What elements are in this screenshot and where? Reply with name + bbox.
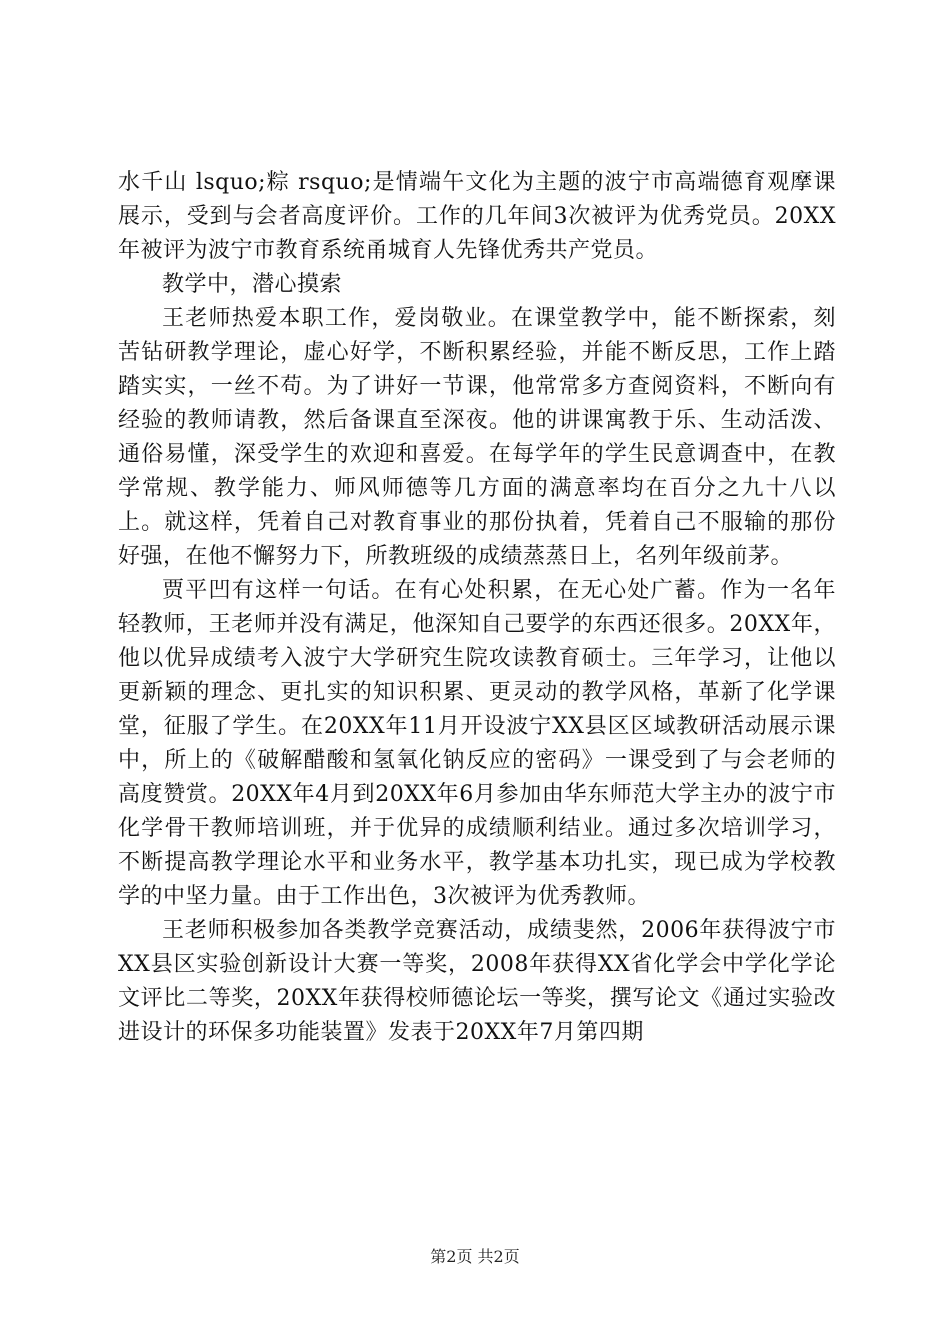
paragraph-3: 贾平凹有这样一句话。在有心处积累，在无心处广蓄。作为一名年轻教师，王老师并没有满足，他深知自己要学的东西还很多。20XX年，他以优异成绩考入波宁大学研究生院攻读教育硕士。三年学习，让他以更新颖的理念、更扎实的知识积累、更灵动的教学风格，革新了化学课堂，征服了学生。在20XX年11月开设波宁XX县区区域教研活动展示课中，所上的《破解醋酸和氢氧化钠反应的密码》一课受到了与会老师的高度赞赏。20XX年4月到20XX年6月参加由华东师范大学主办的波宁市化学骨干教师培训班，并于优异的成绩顺利结业。通过多次培训学习，不断提高教学理论水平和业务水平，教学基本功扎实，现已成为学校教学的中坚力量。由于工作出色，3次被评为优秀教师。	[118, 578, 836, 909]
page-footer	[0, 1246, 950, 1268]
document-body	[118, 166, 836, 1050]
page-number: 第2页 共2页	[430, 1247, 520, 1266]
paragraph-1: 水千山 lsquo;粽 rsquo;是情端午文化为主题的波宁市高端德育观摩课展示，受到与会者高度评价。工作的几年间3次被评为优秀党员。20XX年被评为波宁市教育系统甬城育人先锋优秀共产党员。	[118, 170, 836, 263]
paragraph-4: 王老师积极参加各类教学竞赛活动，成绩斐然，2006年获得波宁市XX县区实验创新设计大赛一等奖，2008年获得XX省化学会中学化学论文评比二等奖，20XX年获得校师德论坛一等奖，撰写论文《通过实验改进设计的环保多功能装置》发表于20XX年7月第四期	[118, 918, 836, 1045]
paragraph-2: 王老师热爱本职工作，爱岗敬业。在课堂教学中，能不断探索，刻苦钻研教学理论，虚心好学，不断积累经验，并能不断反思，工作上踏踏实实，一丝不苟。为了讲好一节课，他常常多方查阅资料，不断向有经验的教师请教，然后备课直至深夜。他的讲课寓教于乐、生动活泼、通俗易懂，深受学生的欢迎和喜爱。在每学年的学生民意调查中，在教学常规、教学能力、师风师德等几方面的满意率均在百分之九十八以上。就这样，凭着自己对教育事业的那份执着，凭着自己不服输的那份好强，在他不懈努力下，所教班级的成绩蒸蒸日上，名列年级前茅。	[118, 306, 836, 569]
section-heading-teaching: 教学中，潜心摸索	[162, 272, 343, 297]
